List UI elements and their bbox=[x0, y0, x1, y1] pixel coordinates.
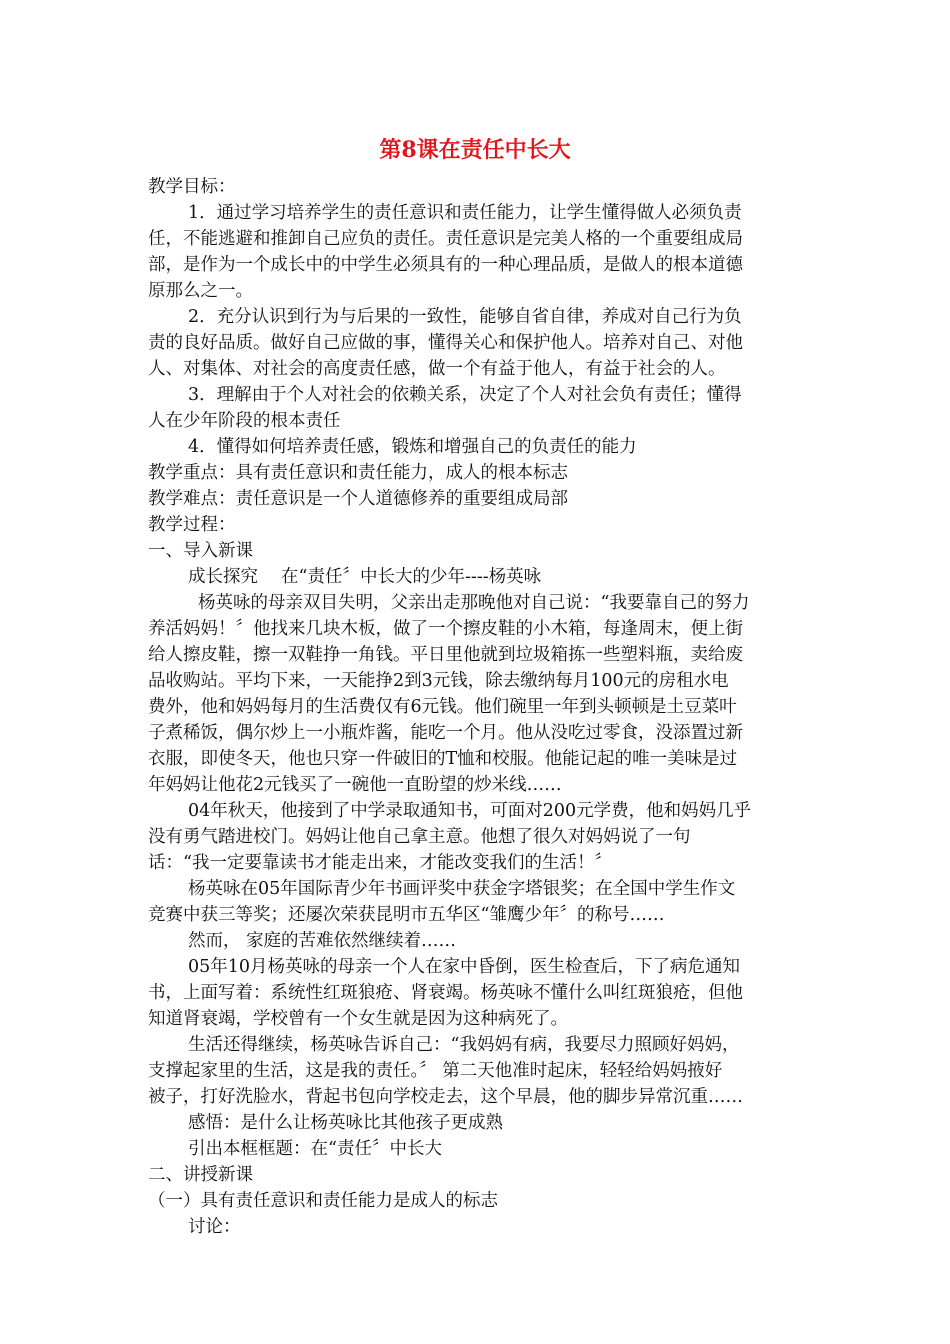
text-line bbox=[0, 720, 950, 746]
line-text: 讨论： bbox=[188, 1217, 241, 1237]
line-text: 然而， 家庭的苦难依然继续着…… bbox=[188, 931, 457, 951]
line-text: 支撑起家里的生活，这是我的责任。〞 第二天他准时起床，轻轻给妈妈掖好 bbox=[148, 1061, 723, 1081]
line-text: 人在少年阶段的根本责任 bbox=[148, 411, 341, 431]
text-line bbox=[0, 460, 950, 486]
line-text: 2．充分认识到行为与后果的一致性，能够自省自律，养成对自己行为负 bbox=[188, 307, 742, 327]
line-text: （一）具有责任意识和责任能力是成人的标志 bbox=[148, 1191, 498, 1211]
text-line bbox=[0, 408, 950, 434]
line-text: 衣服，即使冬天，他也只穿一件破旧的T恤和校服。他能记起的唯一美味是过 bbox=[148, 749, 738, 769]
text-line bbox=[0, 330, 950, 356]
text-line bbox=[0, 668, 950, 694]
text-line bbox=[0, 252, 950, 278]
text-line bbox=[0, 772, 950, 798]
line-text: 人、对集体、对社会的高度责任感，做一个有益于他人，有益于社会的人。 bbox=[148, 359, 726, 379]
line-text: 教学重点：具有责任意识和责任能力，成人的根本标志 bbox=[148, 463, 568, 483]
text-line bbox=[0, 902, 950, 928]
text-line bbox=[0, 1032, 950, 1058]
line-text: 责的良好品质。做好自己应做的事，懂得关心和保护他人。培养对自己、对他 bbox=[148, 333, 743, 353]
line-text: 4．懂得如何培养责任感，锻炼和增强自己的负责任的能力 bbox=[188, 437, 637, 457]
line-text: 教学过程： bbox=[148, 515, 236, 535]
text-line bbox=[0, 278, 950, 304]
line-text: 年妈妈让他花2元钱买了一碗他一直盼望的炒米线…… bbox=[148, 775, 562, 795]
text-line bbox=[0, 746, 950, 772]
line-text: 二、讲授新课 bbox=[148, 1165, 253, 1185]
text-line bbox=[0, 226, 950, 252]
line-text: 原那么之一。 bbox=[148, 281, 253, 301]
line-text: 给人擦皮鞋，擦一双鞋挣一角钱。平日里他就到垃圾箱拣一些塑料瓶，卖给废 bbox=[148, 645, 743, 665]
text-line bbox=[0, 382, 950, 408]
line-text: 教学难点：责任意识是一个人道德修养的重要组成局部 bbox=[148, 489, 568, 509]
line-text: 被子，打好洗脸水，背起书包向学校走去，这个早晨，他的脚步异常沉重…… bbox=[148, 1087, 743, 1107]
text-line bbox=[0, 512, 950, 538]
line-text: 品收购站。平均下来，一天能挣2到3元钱，除去缴纳每月100元的房租水电 bbox=[148, 671, 729, 691]
line-text: 感悟：是什么让杨英咏比其他孩子更成熟 bbox=[188, 1113, 503, 1133]
line-text: 1．通过学习培养学生的责任意识和责任能力，让学生懂得做人必须负责 bbox=[188, 203, 742, 223]
line-text: 杨英咏的母亲双目失明，父亲出走那晚他对自己说：“我要靠自己的努力 bbox=[198, 593, 750, 613]
text-line bbox=[0, 486, 950, 512]
text-line bbox=[0, 1058, 950, 1084]
line-text: 养活妈妈！〞他找来几块木板，做了一个擦皮鞋的小木箱，每逢周末，便上街 bbox=[148, 619, 743, 639]
line-text: 杨英咏在05年国际青少年书画评奖中获金字塔银奖；在全国中学生作文 bbox=[188, 879, 736, 899]
text-line bbox=[0, 980, 950, 1006]
text-line bbox=[0, 1110, 950, 1136]
line-text: 成长探究 在“责任〞中长大的少年----杨英咏 bbox=[188, 567, 542, 587]
text-line bbox=[0, 304, 950, 330]
text-line bbox=[0, 954, 950, 980]
line-text: 书，上面写着：系统性红斑狼疮、肾衰竭。杨英咏不懂什么叫红斑狼疮，但他 bbox=[148, 983, 743, 1003]
line-text: 部，是作为一个成长中的中学生必须具有的一种心理品质，是做人的根本道德 bbox=[148, 255, 743, 275]
text-line bbox=[0, 564, 950, 590]
text-line bbox=[0, 616, 950, 642]
text-line bbox=[0, 1084, 950, 1110]
text-line bbox=[0, 1006, 950, 1032]
line-text: 知道肾衰竭，学校曾有一个女生就是因为这种病死了。 bbox=[148, 1009, 568, 1029]
text-line bbox=[0, 434, 950, 460]
text-line bbox=[0, 642, 950, 668]
text-line bbox=[0, 174, 950, 200]
text-line bbox=[0, 850, 950, 876]
text-line bbox=[0, 876, 950, 902]
text-line bbox=[0, 590, 950, 616]
line-text: 子煮稀饭，偶尔炒上一小瓶炸酱，能吃一个月。他从没吃过零食，没添置过新 bbox=[148, 723, 743, 743]
line-text: 任，不能逃避和推卸自己应负的责任。责任意识是完美人格的一个重要组成局 bbox=[148, 229, 743, 249]
text-line bbox=[0, 356, 950, 382]
line-text: 一、导入新课 bbox=[148, 541, 253, 561]
line-text: 引出本框框题：在“责任〞中长大 bbox=[188, 1139, 442, 1159]
text-line bbox=[0, 1162, 950, 1188]
text-line bbox=[0, 694, 950, 720]
text-line bbox=[0, 1214, 950, 1240]
text-line bbox=[0, 928, 950, 954]
text-line bbox=[0, 824, 950, 850]
text-line bbox=[0, 538, 950, 564]
text-line bbox=[0, 200, 950, 226]
line-text: 话：“我一定要靠读书才能走出来，才能改变我们的生活！〞 bbox=[148, 853, 612, 873]
text-line bbox=[0, 798, 950, 824]
line-text: 费外，他和妈妈每月的生活费仅有6元钱。他们碗里一年到头顿顿是土豆菜叶 bbox=[148, 697, 737, 717]
line-text: 教学目标： bbox=[148, 177, 236, 197]
line-text: 没有勇气踏进校门。妈妈让他自己拿主意。他想了很久对妈妈说了一句 bbox=[148, 827, 691, 847]
line-text: 3．理解由于个人对社会的依赖关系，决定了个人对社会负有责任；懂得 bbox=[188, 385, 742, 405]
line-text: 05年10月杨英咏的母亲一个人在家中昏倒，医生检查后，下了病危通知 bbox=[188, 957, 741, 977]
document-title: 第8课在责任中长大 bbox=[379, 137, 571, 163]
line-text: 04年秋天，他接到了中学录取通知书，可面对200元学费，他和妈妈几乎 bbox=[188, 801, 752, 821]
text-line bbox=[0, 1136, 950, 1162]
line-text: 竞赛中获三等奖；还屡次荣获昆明市五华区“雏鹰少年〞的称号…… bbox=[148, 905, 665, 925]
line-text: 生活还得继续，杨英咏告诉自己：“我妈妈有病，我要尽力照顾好妈妈， bbox=[188, 1035, 740, 1055]
text-line bbox=[0, 1188, 950, 1214]
